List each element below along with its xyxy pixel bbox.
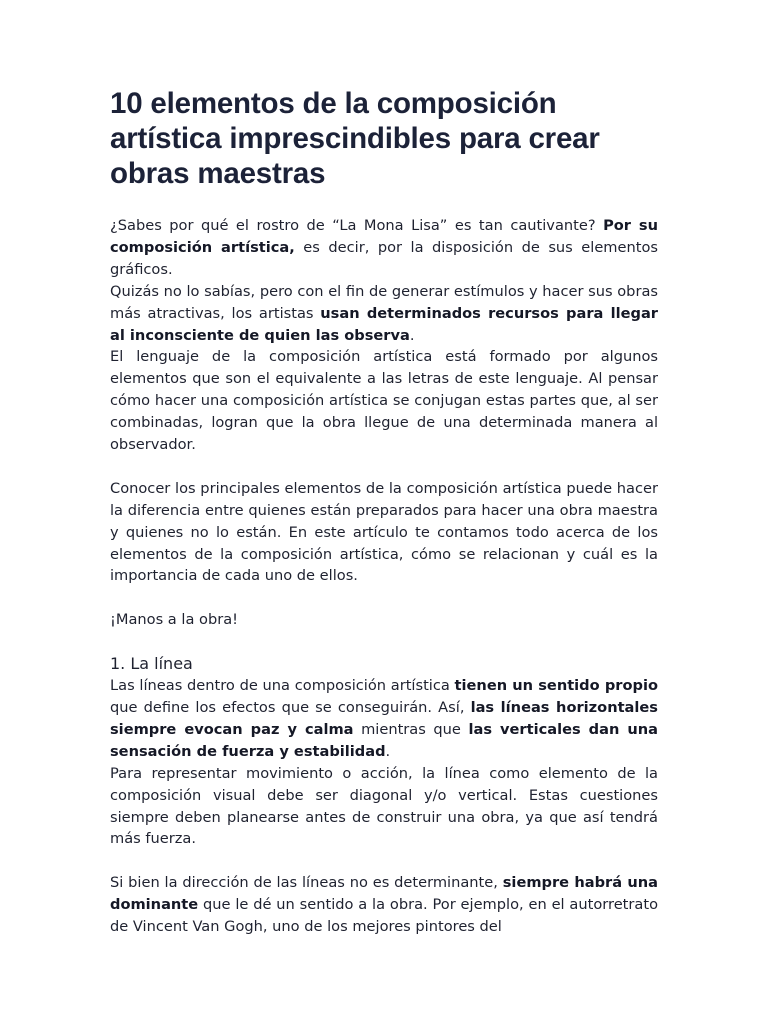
section1-paragraph-1	[110, 675, 658, 763]
intro-p2-text: Quizás no lo sabías, pero con el fin de generar estímulos y hacer sus obras más atractivas, los artistas	[110, 282, 658, 322]
intro-paragraph-5: ¡Manos a la obra!	[110, 611, 239, 629]
intro-paragraph-2	[110, 281, 658, 347]
intro-p2-text-end: .	[409, 326, 415, 344]
section-heading-line: 1. La línea	[110, 654, 193, 674]
s1-p3-text: Si bien la dirección de las líneas no es determinante,	[110, 874, 503, 892]
intro-paragraph-3: El lenguaje de la composición artística está formado por algunos elementos que son el equivalente a las letras de este lenguaje. Al pensar cómo hacer una composición artística se conjugan estas partes que, al ser combinadas, logran que la obra llegue de una determinada manera al observador.	[110, 348, 658, 454]
section1-paragraph-3	[110, 872, 658, 938]
intro-p2-bold: usan determinados recursos para llegar al inconsciente de quien las observa	[110, 304, 658, 344]
s1-p1-bold-3: las verticales dan una sensación de fuerza y estabilidad	[110, 720, 658, 760]
s1-p3-text-end: que le dé un sentido a la obra. Por ejemplo, en el autorretrato de Vincent Van Gogh, uno de los mejores pintores del	[110, 896, 658, 936]
intro-paragraph-1	[110, 215, 658, 281]
s1-p3-bold: siempre habrá una dominante	[110, 874, 659, 914]
s1-p1-text-end: .	[385, 742, 391, 760]
s1-p1-text-3: mientras que	[353, 720, 469, 738]
intro-p1-bold: Por su composición artística,	[110, 217, 659, 256]
intro-paragraph-4: Conocer los principales elementos de la composición artística puede hacer la diferencia entre quienes están preparados para hacer una obra maestra y quienes no lo están. En este artículo te contamos todo acerca de los elementos de la composición artística, cómo se relacionan y cuál es la importancia de cada uno de ellos.	[110, 479, 658, 585]
s1-p1-text: Las líneas dentro de una composición artística	[110, 677, 455, 695]
section1-paragraph-2: Para representar movimiento o acción, la línea como elemento de la composición visual debe ser diagonal y/o vertical. Estas cuestiones siempre deben planearse antes de construir una obra, ya que así tendrá más fuerza.	[110, 764, 658, 848]
intro-p1-text: ¿Sabes por qué el rostro de “La Mona Lisa” es tan cautivante?	[110, 217, 604, 234]
article-title: 10 elementos de la composición artística imprescindibles para crear obras maestras	[110, 87, 600, 190]
s1-p1-bold-2: las líneas horizontales siempre evocan paz y calma	[110, 698, 658, 738]
intro-p1-text-end: es decir, por la disposición de sus elementos gráficos.	[110, 238, 658, 278]
s1-p1-bold-1: tienen un sentido propio	[454, 677, 658, 695]
article	[110, 86, 658, 938]
s1-p1-text-2: que define los efectos que se conseguirán. Así,	[110, 698, 471, 716]
